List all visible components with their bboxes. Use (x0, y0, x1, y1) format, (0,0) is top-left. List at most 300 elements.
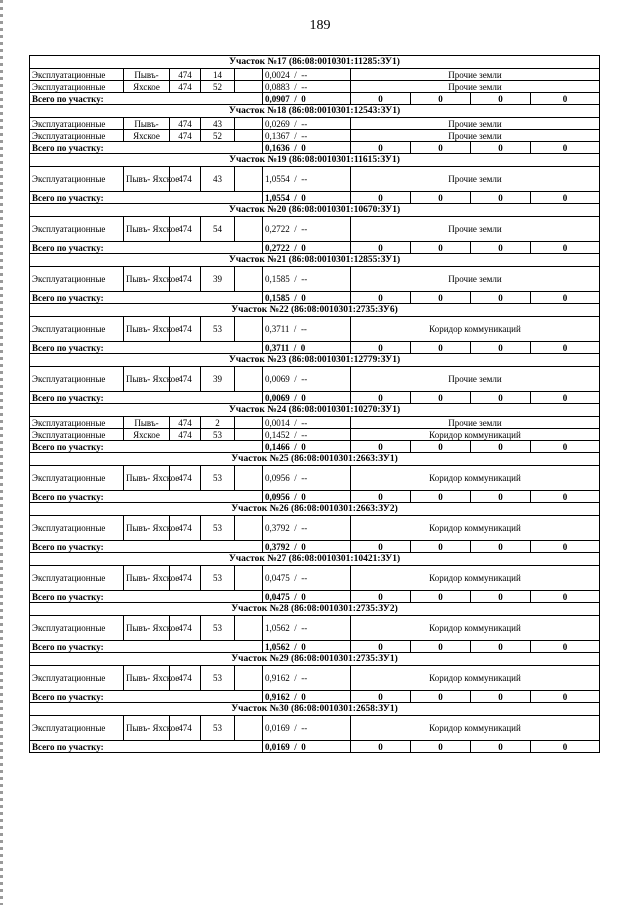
total-zero-cell: 0 (411, 242, 471, 254)
total-label: Всего по участку: (30, 441, 263, 453)
total-area (263, 741, 351, 753)
row-category: Пывъ- Яхское (124, 716, 170, 741)
total-label: Всего по участку: (30, 142, 263, 154)
row-quarter: 474 (170, 666, 201, 691)
total-zero-cell: 0 (531, 741, 600, 753)
row-division: 43 (201, 167, 235, 192)
total-zero-cell: 0 (351, 292, 411, 304)
total-area-value: 0,1636 (265, 142, 290, 153)
row-quarter: 474 (170, 130, 201, 142)
area-value: 0,9162 (265, 673, 290, 683)
row-type: Эксплуатационные (30, 566, 124, 591)
table-row (30, 417, 600, 429)
row-division: 43 (201, 118, 235, 130)
table-row (30, 429, 600, 441)
area-value: 0,0024 (265, 69, 290, 80)
total-zero-cell: 0 (351, 342, 411, 354)
row-land-note: Прочие земли (351, 417, 600, 429)
row-division: 2 (201, 417, 235, 429)
total-area-separator: / (294, 192, 297, 203)
row-empty-cell (235, 466, 263, 491)
total-area-zero: 0 (301, 541, 306, 552)
total-area (263, 292, 351, 304)
area-separator: / (294, 573, 297, 583)
total-zero-cell: 0 (471, 441, 531, 453)
row-land-note: Прочие земли (351, 167, 600, 192)
row-quarter: 474 (170, 81, 201, 93)
row-land-note: Прочие земли (351, 130, 600, 142)
total-zero-cell: 0 (531, 292, 600, 304)
row-area (263, 217, 351, 242)
total-area-zero: 0 (301, 491, 306, 502)
area-value: 0,0169 (265, 723, 290, 733)
row-division: 52 (201, 81, 235, 93)
row-quarter: 474 (170, 167, 201, 192)
section-header-row (30, 304, 600, 317)
row-quarter: 474 (170, 429, 201, 441)
total-zero-cell: 0 (411, 142, 471, 154)
area-separator: / (294, 473, 297, 483)
row-area (263, 429, 351, 441)
row-quarter: 474 (170, 716, 201, 741)
area-value: 1,0554 (265, 174, 290, 184)
area-value: 0,0014 (265, 417, 290, 428)
section-header-row (30, 553, 600, 566)
row-category: Яхское (124, 429, 170, 441)
row-quarter: 474 (170, 217, 201, 242)
row-category: Пывъ- (124, 69, 170, 81)
total-area (263, 392, 351, 404)
total-zero-cell: 0 (351, 441, 411, 453)
total-area-value: 0,1585 (265, 292, 290, 303)
row-quarter: 474 (170, 566, 201, 591)
total-zero-cell: 0 (351, 741, 411, 753)
section-header: Участок №29 (86:08:0010301:2735:ЗУ1) (30, 653, 600, 666)
total-area-value: 0,0475 (265, 591, 290, 602)
table-row (30, 367, 600, 392)
row-category: Пывъ- Яхское (124, 167, 170, 192)
total-area-zero: 0 (301, 591, 306, 602)
total-zero-cell: 0 (411, 491, 471, 503)
row-quarter: 474 (170, 516, 201, 541)
total-area-zero: 0 (301, 392, 306, 403)
row-area (263, 81, 351, 93)
total-zero-cell: 0 (531, 591, 600, 603)
table-row (30, 616, 600, 641)
row-empty-cell (235, 616, 263, 641)
total-area-separator: / (294, 292, 297, 303)
total-area-value: 1,0562 (265, 641, 290, 652)
total-zero-cell: 0 (471, 641, 531, 653)
section-header: Участок №19 (86:08:0010301:11615:ЗУ1) (30, 154, 600, 167)
row-division: 53 (201, 566, 235, 591)
row-area (263, 666, 351, 691)
row-land-note: Коридор коммуникаций (351, 716, 600, 741)
section-header: Участок №23 (86:08:0010301:12779:ЗУ1) (30, 354, 600, 367)
area-value: 0,0269 (265, 118, 290, 129)
total-label: Всего по участку: (30, 192, 263, 204)
total-area-separator: / (294, 741, 297, 752)
total-area-value: 0,0907 (265, 93, 290, 104)
total-area-zero: 0 (300, 342, 306, 353)
total-label: Всего по участку: (30, 641, 263, 653)
section-header-row (30, 105, 600, 118)
total-zero-cell: 0 (471, 691, 531, 703)
section-header: Участок №26 (86:08:0010301:2663:ЗУ2) (30, 503, 600, 516)
total-area-value: 0,0169 (265, 741, 290, 752)
area-value: 0,1452 (265, 429, 290, 440)
row-land-note: Коридор коммуникаций (351, 429, 600, 441)
total-zero-cell: 0 (471, 491, 531, 503)
row-category: Пывъ- Яхское (124, 317, 170, 342)
row-area (263, 566, 351, 591)
row-division: 53 (201, 466, 235, 491)
total-label: Всего по участку: (30, 242, 263, 254)
section-header: Участок №24 (86:08:0010301:10270:ЗУ1) (30, 404, 600, 417)
table-row (30, 130, 600, 142)
row-land-note: Коридор коммуникаций (351, 516, 600, 541)
section-header-row (30, 653, 600, 666)
row-category: Пывъ- Яхское (124, 516, 170, 541)
row-division: 54 (201, 217, 235, 242)
total-area-separator: / (294, 491, 297, 502)
area-dash: -- (301, 429, 308, 440)
table-row (30, 317, 600, 342)
area-separator: / (294, 417, 297, 428)
total-zero-cell: 0 (471, 741, 531, 753)
row-category: Пывъ- Яхское (124, 566, 170, 591)
row-empty-cell (235, 81, 263, 93)
row-empty-cell (235, 367, 263, 392)
row-land-note: Коридор коммуникаций (351, 666, 600, 691)
row-division: 53 (201, 429, 235, 441)
section-header: Участок №27 (86:08:0010301:10421:ЗУ1) (30, 553, 600, 566)
area-separator: / (294, 174, 297, 184)
row-area (263, 417, 351, 429)
area-separator: / (294, 673, 297, 683)
area-separator: / (294, 623, 297, 633)
area-separator: / (294, 81, 297, 92)
total-zero-cell: 0 (351, 392, 411, 404)
total-area (263, 342, 351, 354)
area-separator: / (294, 224, 297, 234)
table-row (30, 69, 600, 81)
area-separator: / (294, 429, 297, 440)
table-row (30, 167, 600, 192)
area-value: 0,0069 (265, 374, 290, 384)
total-zero-cell: 0 (471, 591, 531, 603)
row-quarter: 474 (170, 466, 201, 491)
total-zero-cell: 0 (351, 641, 411, 653)
section-header-row (30, 204, 600, 217)
row-category: Пывъ- Яхское (124, 217, 170, 242)
total-row (30, 342, 600, 354)
total-area (263, 93, 351, 105)
total-zero-cell: 0 (411, 93, 471, 105)
total-area (263, 441, 351, 453)
row-quarter: 474 (170, 69, 201, 81)
total-row (30, 491, 600, 503)
row-land-note: Прочие земли (351, 118, 600, 130)
area-dash: -- (301, 118, 308, 129)
area-dash: -- (301, 623, 308, 633)
total-area-zero: 0 (301, 691, 306, 702)
area-separator: / (294, 130, 297, 141)
total-zero-cell: 0 (351, 242, 411, 254)
row-category: Пывъ- (124, 118, 170, 130)
area-value: 0,2722 (265, 224, 290, 234)
total-area-value: 0,1466 (265, 441, 290, 452)
row-empty-cell (235, 516, 263, 541)
row-land-note: Прочие земли (351, 367, 600, 392)
total-zero-cell: 0 (531, 491, 600, 503)
total-zero-cell: 0 (531, 691, 600, 703)
area-dash: -- (301, 224, 308, 234)
row-type: Эксплуатационные (30, 666, 124, 691)
total-area-value: 1,0554 (265, 192, 290, 203)
area-separator: / (294, 118, 297, 129)
total-area-separator: / (294, 93, 297, 104)
total-label: Всего по участку: (30, 392, 263, 404)
row-land-note: Прочие земли (351, 69, 600, 81)
row-division: 53 (201, 666, 235, 691)
total-zero-cell: 0 (411, 541, 471, 553)
total-area (263, 591, 351, 603)
section-header-row (30, 154, 600, 167)
total-area-value: 0,3711 (265, 342, 290, 353)
section-header: Участок №20 (86:08:0010301:10670:ЗУ1) (30, 204, 600, 217)
row-type: Эксплуатационные (30, 417, 124, 429)
row-division: 53 (201, 716, 235, 741)
page-number: 189 (309, 18, 331, 33)
area-dash: -- (301, 573, 308, 583)
scan-edge (0, 0, 3, 905)
row-area (263, 167, 351, 192)
area-value: 1,0562 (265, 623, 290, 633)
total-area-value: 0,0956 (265, 491, 290, 502)
row-category: Яхское (124, 130, 170, 142)
row-land-note: Коридор коммуникаций (351, 566, 600, 591)
table-row (30, 81, 600, 93)
row-division: 53 (201, 516, 235, 541)
total-row (30, 93, 600, 105)
row-area (263, 466, 351, 491)
total-zero-cell: 0 (411, 342, 471, 354)
total-zero-cell: 0 (531, 142, 600, 154)
total-area (263, 142, 351, 154)
row-division: 52 (201, 130, 235, 142)
total-row (30, 691, 600, 703)
row-land-note: Прочие земли (351, 267, 600, 292)
row-empty-cell (235, 217, 263, 242)
row-type: Эксплуатационные (30, 118, 124, 130)
total-label: Всего по участку: (30, 491, 263, 503)
total-zero-cell: 0 (411, 392, 471, 404)
area-value: 0,0956 (265, 473, 290, 483)
area-value: 0,3711 (265, 324, 290, 334)
table-row (30, 516, 600, 541)
row-type: Эксплуатационные (30, 466, 124, 491)
row-category: Пывъ- Яхское (124, 666, 170, 691)
row-land-note: Коридор коммуникаций (351, 317, 600, 342)
section-header-row (30, 603, 600, 616)
total-zero-cell: 0 (531, 392, 600, 404)
row-type: Эксплуатационные (30, 716, 124, 741)
total-zero-cell: 0 (351, 93, 411, 105)
section-header: Участок №17 (86:08:0010301:11285:ЗУ1) (30, 56, 600, 69)
row-type: Эксплуатационные (30, 367, 124, 392)
row-category: Пывъ- Яхское (124, 616, 170, 641)
row-empty-cell (235, 666, 263, 691)
row-type: Эксплуатационные (30, 616, 124, 641)
total-zero-cell: 0 (351, 142, 411, 154)
total-zero-cell: 0 (531, 192, 600, 204)
area-value: 0,1585 (265, 274, 290, 284)
total-area-separator: / (294, 641, 297, 652)
total-area (263, 691, 351, 703)
row-area (263, 267, 351, 292)
area-separator: / (293, 324, 297, 334)
area-value: 0,1367 (265, 130, 290, 141)
row-quarter: 474 (170, 118, 201, 130)
table-row (30, 716, 600, 741)
total-zero-cell: 0 (471, 242, 531, 254)
total-row (30, 741, 600, 753)
total-area-separator: / (294, 242, 297, 253)
row-empty-cell (235, 716, 263, 741)
row-type: Эксплуатационные (30, 167, 124, 192)
total-area-zero: 0 (301, 292, 306, 303)
total-row (30, 142, 600, 154)
row-category: Пывъ- Яхское (124, 466, 170, 491)
area-dash: -- (301, 673, 308, 683)
total-area-separator: / (294, 441, 297, 452)
table-row (30, 466, 600, 491)
row-land-note: Прочие земли (351, 217, 600, 242)
total-zero-cell: 0 (531, 541, 600, 553)
total-zero-cell: 0 (531, 93, 600, 105)
total-zero-cell: 0 (471, 541, 531, 553)
row-type: Эксплуатационные (30, 217, 124, 242)
row-type: Эксплуатационные (30, 130, 124, 142)
area-separator: / (294, 274, 297, 284)
total-area-separator: / (294, 142, 297, 153)
total-zero-cell: 0 (411, 591, 471, 603)
area-dash: -- (301, 130, 308, 141)
total-row (30, 591, 600, 603)
area-dash: -- (301, 523, 308, 533)
row-empty-cell (235, 267, 263, 292)
row-empty-cell (235, 417, 263, 429)
total-area (263, 491, 351, 503)
total-zero-cell: 0 (471, 93, 531, 105)
total-zero-cell: 0 (411, 292, 471, 304)
row-division: 14 (201, 69, 235, 81)
total-area (263, 641, 351, 653)
row-quarter: 474 (170, 616, 201, 641)
row-empty-cell (235, 69, 263, 81)
total-area-separator: / (294, 591, 297, 602)
area-dash: -- (301, 473, 308, 483)
area-dash: -- (300, 324, 307, 334)
total-zero-cell: 0 (411, 192, 471, 204)
row-area (263, 118, 351, 130)
row-area (263, 367, 351, 392)
total-area-zero: 0 (301, 192, 306, 203)
total-row (30, 242, 600, 254)
row-quarter: 474 (170, 267, 201, 292)
total-area-zero: 0 (301, 641, 306, 652)
total-area-zero: 0 (301, 93, 306, 104)
area-dash: -- (301, 81, 308, 92)
row-type: Эксплуатационные (30, 317, 124, 342)
row-area (263, 130, 351, 142)
area-separator: / (294, 523, 297, 533)
row-area (263, 716, 351, 741)
row-empty-cell (235, 130, 263, 142)
total-zero-cell: 0 (471, 142, 531, 154)
total-label: Всего по участку: (30, 591, 263, 603)
table-row (30, 217, 600, 242)
row-empty-cell (235, 118, 263, 130)
section-header: Участок №21 (86:08:0010301:12855:ЗУ1) (30, 254, 600, 267)
table-row (30, 566, 600, 591)
row-quarter: 474 (170, 317, 201, 342)
row-quarter: 474 (170, 367, 201, 392)
row-type: Эксплуатационные (30, 81, 124, 93)
total-label: Всего по участку: (30, 93, 263, 105)
area-dash: -- (301, 174, 308, 184)
total-row (30, 441, 600, 453)
section-header: Участок №18 (86:08:0010301:12543:ЗУ1) (30, 105, 600, 118)
total-area-value: 0,0069 (265, 392, 290, 403)
total-zero-cell: 0 (471, 342, 531, 354)
total-row (30, 641, 600, 653)
section-header-row (30, 703, 600, 716)
total-zero-cell: 0 (351, 591, 411, 603)
section-header-row (30, 254, 600, 267)
total-zero-cell: 0 (531, 441, 600, 453)
total-zero-cell: 0 (351, 691, 411, 703)
total-area-separator: / (294, 392, 297, 403)
total-area-value: 0,3792 (265, 541, 290, 552)
total-zero-cell: 0 (531, 641, 600, 653)
section-header: Участок №22 (86:08:0010301:2735:ЗУ6) (30, 304, 600, 317)
total-label: Всего по участку: (30, 541, 263, 553)
row-type: Эксплуатационные (30, 516, 124, 541)
area-dash: -- (301, 69, 308, 80)
area-value: 0,3792 (265, 523, 290, 533)
section-header-row (30, 453, 600, 466)
total-row (30, 392, 600, 404)
row-area (263, 516, 351, 541)
row-area (263, 69, 351, 81)
area-separator: / (294, 374, 297, 384)
table-row (30, 666, 600, 691)
row-division: 39 (201, 267, 235, 292)
row-area (263, 616, 351, 641)
row-type: Эксплуатационные (30, 69, 124, 81)
row-land-note: Коридор коммуникаций (351, 616, 600, 641)
total-zero-cell: 0 (351, 491, 411, 503)
area-value: 0,0883 (265, 81, 290, 92)
row-empty-cell (235, 429, 263, 441)
total-area-value: 0,2722 (265, 242, 290, 253)
area-dash: -- (301, 723, 308, 733)
total-label: Всего по участку: (30, 691, 263, 703)
total-zero-cell: 0 (411, 741, 471, 753)
table-row (30, 118, 600, 130)
